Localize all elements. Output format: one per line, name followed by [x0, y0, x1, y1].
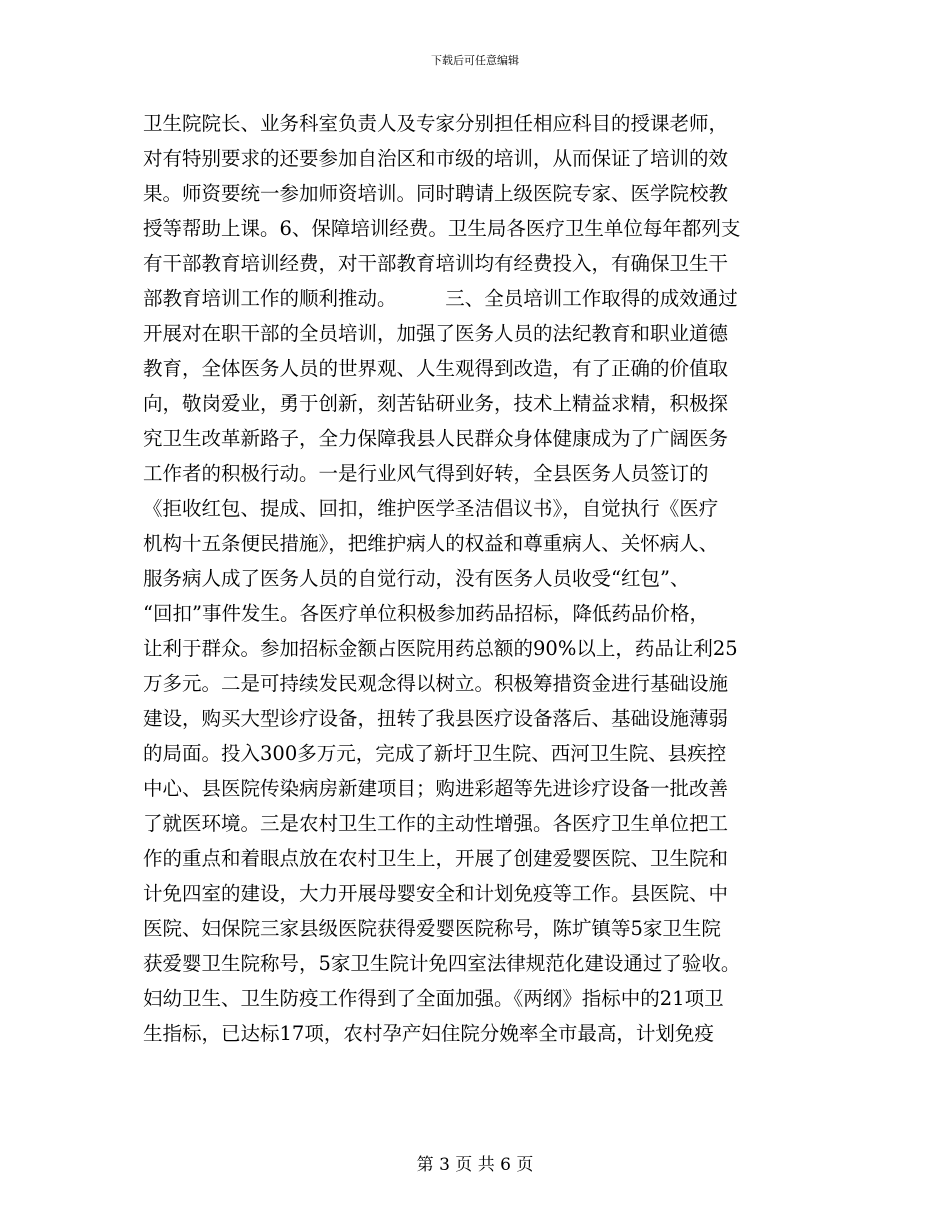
body-text-line: 妇幼卫生、卫生防疫工作得到了全面加强。《两纲》指标中的21项卫	[143, 987, 724, 1010]
body-text-line: 部教育培训工作的顺利推动。 三、全员培训工作取得的成效通过	[143, 287, 738, 310]
document-body	[143, 106, 807, 1051]
body-text-line: 究卫生改革新路子，全力保障我县人民群众身体健康成为了广阔医务	[143, 427, 729, 450]
body-text-line: 卫生院院长、业务科室负责人及专家分别担任相应科目的授课老师，	[143, 112, 729, 135]
body-text-line: 有干部教育培训经费，对干部教育培训均有经费投入，有确保卫生干	[143, 252, 729, 275]
body-text-line: 教育，全体医务人员的世界观、人生观得到改造，有了正确的价值取	[143, 357, 729, 380]
body-text-line: 果。师资要统一参加师资培训。同时聘请上级医院专家、医学院校教	[143, 182, 729, 205]
body-text-line: 的局面。投入300多万元，完成了新圩卫生院、西河卫生院、县疾控	[143, 742, 727, 765]
body-text-line: “回扣”事件发生。各医疗单位积极参加药品招标，降低药品价格，	[143, 602, 709, 625]
body-text-line: 对有特别要求的还要参加自治区和市级的培训，从而保证了培训的效	[143, 147, 729, 170]
body-text-line: 向，敬岗爱业，勇于创新，刻苦钻研业务，技术上精益求精，积极探	[143, 392, 729, 415]
body-text-line: 万多元。二是可持续发民观念得以树立。积极筹措资金进行基础设施	[143, 672, 729, 695]
body-text-line: 作的重点和着眼点放在农村卫生上，开展了创建爱婴医院、卫生院和	[143, 847, 729, 870]
body-text-line: 了就医环境。三是农村卫生工作的主动性增强。各医疗卫生单位把工	[143, 812, 729, 835]
body-text-line: 计免四室的建设，大力开展母婴安全和计划免疫等工作。县医院、中	[143, 882, 729, 905]
body-text-line: 获爱婴卫生院称号，5家卫生院计免四室法律规范化建设通过了验收。	[143, 952, 741, 975]
body-text-line: 开展对在职干部的全员培训，加强了医务人员的法纪教育和职业道德	[143, 322, 729, 345]
body-text-line: 让利于群众。参加招标金额占医院用药总额的90%以上，药品让利25	[143, 637, 738, 660]
body-text-line: 服务病人成了医务人员的自觉行动，没有医务人员收受“红包”、	[143, 567, 690, 590]
body-text-line: 机构十五条便民措施》，把维护病人的权益和尊重病人、关怀病人、	[143, 532, 719, 555]
page-header: 下载后可任意编辑	[431, 54, 519, 67]
body-text-line: 建设，购买大型诊疗设备，扭转了我县医疗设备落后、基础设施薄弱	[143, 707, 729, 730]
body-text-line: 医院、妇保院三家县级医院获得爱婴医院称号，陈圹镇等5家卫生院	[143, 917, 721, 940]
body-text-line: 授等帮助上课。6、保障培训经费。卫生局各医疗卫生单位每年都列支	[143, 217, 741, 240]
body-text-line: 中心、县医院传染病房新建项目；购进彩超等先进诊疗设备一批改善	[143, 777, 729, 800]
body-text-line: 工作者的积极行动。一是行业风气得到好转，全县医务人员签订的	[143, 462, 709, 485]
body-text-line: 生指标，已达标17项，农村孕产妇住院分娩率全市最高，计划免疫	[143, 1022, 714, 1045]
body-text-line: 《拒收红包、提成、回扣，维护医学圣洁倡议书》，自觉执行《医疗	[143, 497, 719, 520]
page-number-footer: 第 3 页 共 6 页	[416, 1155, 534, 1175]
